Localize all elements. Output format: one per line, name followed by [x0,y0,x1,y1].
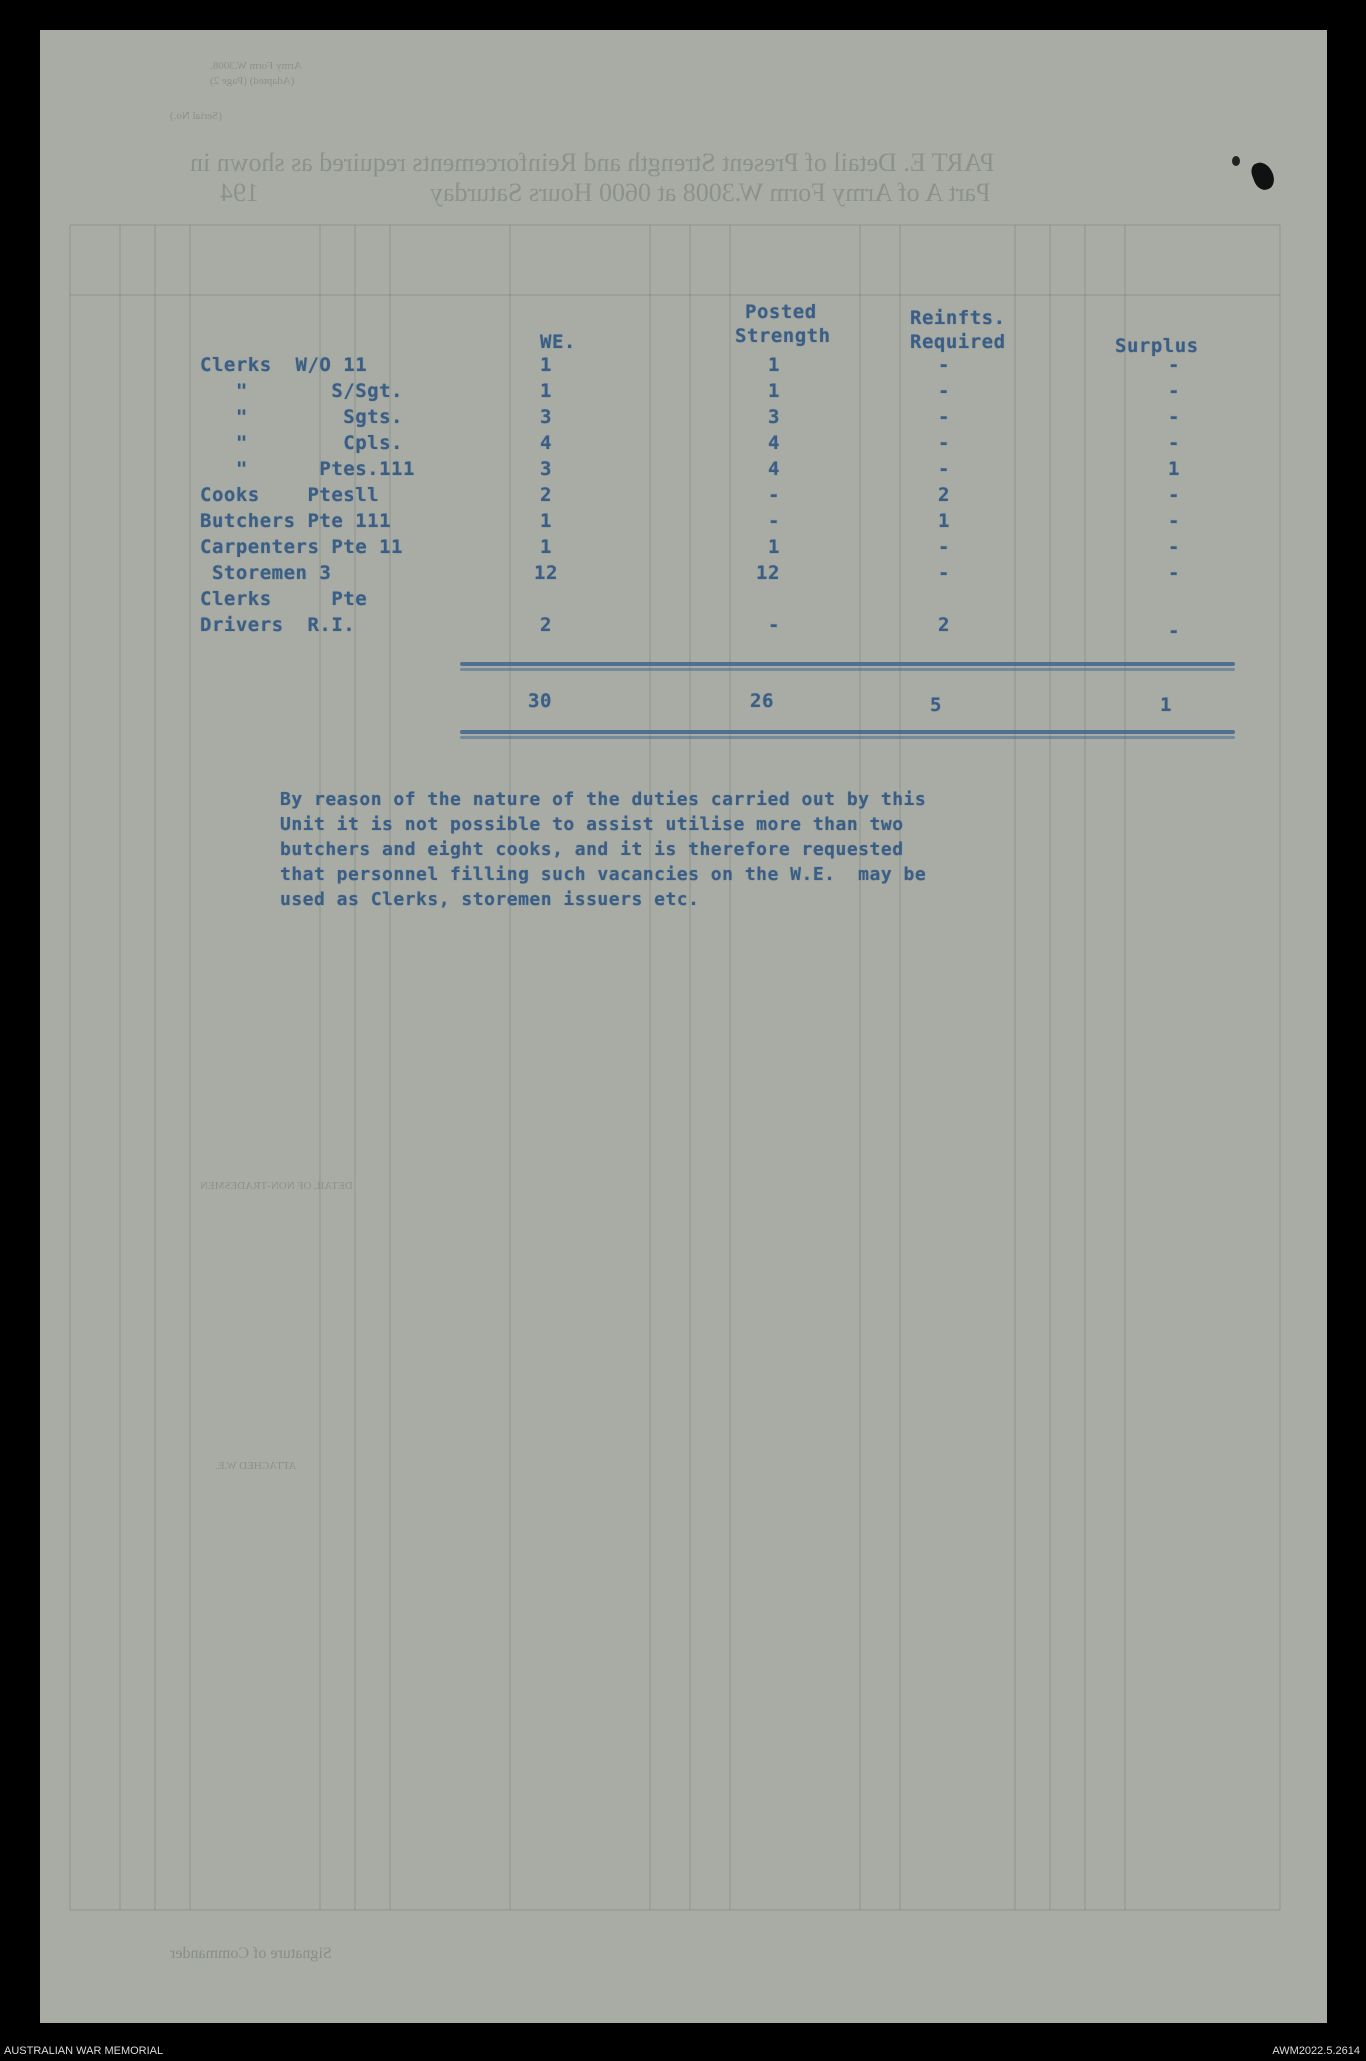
row-posted: - [768,614,780,636]
row-we: 1 [540,354,552,376]
row-reinfts: - [938,354,950,376]
total-posted: 26 [750,690,774,712]
row-posted: 4 [768,458,780,480]
row-posted: 1 [768,354,780,376]
row-surplus: - [1168,484,1180,506]
row-surplus: - [1168,536,1180,558]
header-reinfts-line2: Required [910,331,1006,353]
row-we: 4 [540,432,552,454]
header-surplus: Surplus [1115,335,1199,357]
ghost-form-year: 194 [220,178,259,207]
row-label: Butchers Pte 111 [200,510,392,532]
ghost-attached-heading: ATTACHED W.E. [215,1460,297,1472]
header-we: WE. [540,331,576,353]
row-label: " S/Sgt. [200,380,403,402]
form-grid-lines [40,30,1327,2023]
total-reinfts: 5 [930,694,942,716]
row-label: Cooks Ptesll [200,484,380,506]
document-page [40,30,1327,2023]
row-surplus: - [1168,562,1180,584]
ghost-form-title-line1: PART E. Detail of Present Strength and Reinforcements required as shown in [190,148,995,177]
row-surplus: - [1168,380,1180,402]
header-reinfts-line1: Reinfts. [910,307,1006,329]
note-line: Unit it is not possible to assist utilise more than two [280,814,904,835]
note-line: butchers and eight cooks, and it is therefore requested [280,839,904,860]
ghost-nontradesmen-heading: DETAIL OF NON-TRADESMEN [200,1180,353,1192]
row-we: 3 [540,458,552,480]
row-we: 3 [540,406,552,428]
row-posted: - [768,484,780,506]
row-posted: - [768,510,780,532]
archive-accession-number: AWM2022.5.2614 [1272,2045,1360,2057]
row-we: 1 [540,510,552,532]
row-label: " Cpls. [200,432,403,454]
row-reinfts: - [938,536,950,558]
note-line: used as Clerks, storemen issuers etc. [280,889,700,910]
row-reinfts: - [938,432,950,454]
row-posted: 1 [768,536,780,558]
totals-rule-bottom [460,730,1235,734]
row-posted: 1 [768,380,780,402]
row-surplus: - [1168,354,1180,376]
row-reinfts: - [938,380,950,402]
row-surplus: - [1168,620,1180,642]
ghost-signature-line: Signature of Commander [170,1945,332,1962]
row-label: Drivers R.I. [200,614,356,636]
ghost-form-subtitle: (Adapted) (Page 2) [210,75,295,87]
row-surplus: - [1168,432,1180,454]
total-we: 30 [528,690,552,712]
row-reinfts: 2 [938,484,950,506]
row-reinfts: - [938,458,950,480]
note-line: By reason of the nature of the duties carried out by this [280,789,927,810]
row-label: Clerks Pte [200,588,368,610]
row-posted: 12 [756,562,780,584]
row-surplus: 1 [1168,458,1180,480]
row-label: " Ptes.111 [200,458,415,480]
row-reinfts: 2 [938,614,950,636]
row-posted: 3 [768,406,780,428]
row-reinfts: - [938,406,950,428]
archive-credit: AUSTRALIAN WAR MEMORIAL [4,2045,164,2057]
ghost-form-number: Army Form W.3008. [210,60,302,72]
row-label: Carpenters Pte 11 [200,536,403,558]
row-surplus: - [1168,510,1180,532]
header-posted-line1: Posted [745,301,817,323]
totals-rule-bottom-second [460,736,1235,739]
row-label: Clerks W/O 11 [200,354,368,376]
row-reinfts: 1 [938,510,950,532]
punch-hole-small [1232,156,1240,166]
ghost-form-title-line2: Part A of Army Form W.3008 at 0600 Hours Saturday [430,178,991,207]
totals-rule-top-second [460,668,1235,671]
ghost-serial-number: (Serial No.) [170,110,222,122]
row-posted: 4 [768,432,780,454]
row-we: 2 [540,614,552,636]
row-we: 1 [540,380,552,402]
row-we: 2 [540,484,552,506]
header-posted-line2: Strength [735,325,831,347]
total-surplus: 1 [1160,694,1172,716]
row-reinfts: - [938,562,950,584]
row-we: 12 [534,562,558,584]
row-label: Storemen 3 [200,562,332,584]
row-surplus: - [1168,406,1180,428]
totals-rule-top [460,662,1235,666]
row-we: 1 [540,536,552,558]
row-label: " Sgts. [200,406,403,428]
note-line: that personnel filling such vacancies on the W.E. may be [280,864,927,885]
